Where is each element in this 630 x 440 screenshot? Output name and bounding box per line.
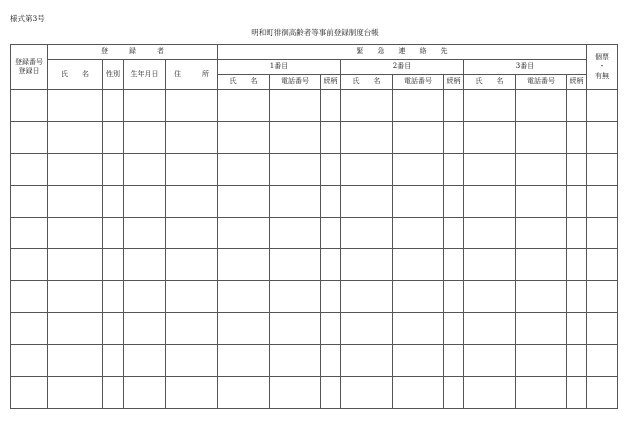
photo-cell — [587, 313, 618, 345]
reg-no-cell — [11, 377, 48, 409]
emergency-contact-header: 緊 急 連 絡 先 — [218, 45, 587, 60]
contact-1-phone-cell — [270, 281, 321, 313]
name-cell — [48, 249, 103, 281]
contact-1-name-cell — [218, 313, 270, 345]
contact-2-relation-cell — [444, 217, 464, 249]
contact-1-relation-cell — [321, 121, 341, 153]
table-row — [11, 377, 618, 409]
contact-2-name-cell — [341, 185, 393, 217]
address-cell — [166, 281, 218, 313]
contact-3-name-cell — [464, 121, 516, 153]
contact-1-name-cell — [218, 153, 270, 185]
contact-1-relation-cell — [321, 153, 341, 185]
contact-1-name-header: 氏 名 — [218, 75, 270, 90]
registrant-header: 登 録 者 — [48, 45, 218, 60]
contact-3-relation-cell — [567, 281, 587, 313]
contact-2-phone-cell — [393, 345, 444, 377]
birth-cell — [124, 345, 166, 377]
contact-1-header: 1番目 — [218, 60, 341, 75]
birth-header: 生年月日 — [124, 60, 166, 90]
photo-cell — [587, 90, 618, 122]
contact-3-phone-cell — [516, 281, 567, 313]
contact-3-relation-header: 続柄 — [567, 75, 587, 90]
contact-2-name-cell — [341, 249, 393, 281]
photo-label-bottom: 有無 — [595, 71, 610, 80]
contact-2-relation-cell — [444, 153, 464, 185]
table-row — [11, 217, 618, 249]
contact-1-name-cell — [218, 90, 270, 122]
contact-1-relation-cell — [321, 281, 341, 313]
contact-2-name-cell — [341, 377, 393, 409]
contact-1-phone-cell — [270, 249, 321, 281]
contact-3-phone-cell — [516, 313, 567, 345]
address-cell — [166, 313, 218, 345]
sex-header: 性別 — [103, 60, 124, 90]
contact-3-relation-cell — [567, 153, 587, 185]
contact-3-phone-cell — [516, 90, 567, 122]
table-row — [11, 121, 618, 153]
contact-1-relation-cell — [321, 249, 341, 281]
name-cell — [48, 153, 103, 185]
sex-cell — [103, 153, 124, 185]
address-header: 住 所 — [166, 60, 218, 90]
contact-2-phone-cell — [393, 121, 444, 153]
contact-2-phone-cell — [393, 90, 444, 122]
birth-cell — [124, 121, 166, 153]
photo-cell — [587, 121, 618, 153]
contact-2-phone-cell — [393, 185, 444, 217]
contact-1-relation-cell — [321, 377, 341, 409]
contact-2-relation-cell — [444, 185, 464, 217]
contact-3-name-cell — [464, 249, 516, 281]
contact-3-name-cell — [464, 377, 516, 409]
contact-2-name-cell — [341, 281, 393, 313]
reg-no-cell — [11, 185, 48, 217]
contact-3-name-cell — [464, 281, 516, 313]
table-row — [11, 281, 618, 313]
birth-cell — [124, 313, 166, 345]
reg-no-cell — [11, 249, 48, 281]
contact-2-phone-cell — [393, 249, 444, 281]
contact-3-header: 3番目 — [464, 60, 587, 75]
contact-1-phone-cell — [270, 377, 321, 409]
address-cell — [166, 185, 218, 217]
reg-no-cell — [11, 153, 48, 185]
contact-3-relation-cell — [567, 217, 587, 249]
sex-cell — [103, 90, 124, 122]
contact-2-phone-cell — [393, 153, 444, 185]
reg-no-cell — [11, 313, 48, 345]
contact-3-relation-cell — [567, 345, 587, 377]
contact-2-relation-header: 続柄 — [444, 75, 464, 90]
contact-2-name-cell — [341, 217, 393, 249]
reg-no-cell — [11, 90, 48, 122]
name-cell — [48, 121, 103, 153]
contact-2-relation-cell — [444, 281, 464, 313]
birth-cell — [124, 377, 166, 409]
reg-no-cell — [11, 121, 48, 153]
contact-2-header: 2番目 — [341, 60, 464, 75]
contact-3-name-cell — [464, 217, 516, 249]
registry-rows — [11, 90, 618, 409]
sex-cell — [103, 185, 124, 217]
photo-cell — [587, 185, 618, 217]
sex-cell — [103, 345, 124, 377]
registry-table — [10, 44, 618, 409]
photo-cell — [587, 345, 618, 377]
name-cell — [48, 185, 103, 217]
contact-3-relation-cell — [567, 121, 587, 153]
contact-3-name-cell — [464, 345, 516, 377]
contact-3-relation-cell — [567, 185, 587, 217]
table-row — [11, 313, 618, 345]
photo-cell — [587, 281, 618, 313]
contact-3-phone-cell — [516, 185, 567, 217]
reg-no-cell — [11, 345, 48, 377]
photo-cell — [587, 249, 618, 281]
contact-3-phone-header: 電話番号 — [516, 75, 567, 90]
contact-2-relation-cell — [444, 313, 464, 345]
address-cell — [166, 217, 218, 249]
contact-1-relation-cell — [321, 90, 341, 122]
birth-cell — [124, 249, 166, 281]
contact-2-phone-header: 電話番号 — [393, 75, 444, 90]
contact-2-relation-cell — [444, 249, 464, 281]
sex-cell — [103, 313, 124, 345]
name-cell — [48, 377, 103, 409]
address-cell — [166, 153, 218, 185]
contact-1-relation-header: 続柄 — [321, 75, 341, 90]
contact-2-name-cell — [341, 313, 393, 345]
name-cell — [48, 313, 103, 345]
contact-2-name-cell — [341, 90, 393, 122]
contact-2-relation-cell — [444, 121, 464, 153]
table-row — [11, 345, 618, 377]
address-cell — [166, 345, 218, 377]
contact-3-name-cell — [464, 90, 516, 122]
name-cell — [48, 90, 103, 122]
contact-2-name-cell — [341, 121, 393, 153]
contact-1-phone-cell — [270, 121, 321, 153]
photo-label-dot: ・ — [598, 62, 606, 71]
contact-1-phone-header: 電話番号 — [270, 75, 321, 90]
reg-no-label: 登録番号 — [15, 57, 43, 66]
contact-1-name-cell — [218, 249, 270, 281]
contact-2-phone-cell — [393, 281, 444, 313]
sex-cell — [103, 249, 124, 281]
reg-no-cell — [11, 281, 48, 313]
name-cell — [48, 281, 103, 313]
contact-1-name-cell — [218, 345, 270, 377]
sex-cell — [103, 121, 124, 153]
name-header: 氏 名 — [48, 60, 103, 90]
contact-3-relation-cell — [567, 90, 587, 122]
photo-cell — [587, 217, 618, 249]
contact-2-name-header: 氏 名 — [341, 75, 393, 90]
contact-1-phone-cell — [270, 185, 321, 217]
contact-3-phone-cell — [516, 153, 567, 185]
birth-cell — [124, 217, 166, 249]
contact-1-phone-cell — [270, 217, 321, 249]
photo-cell — [587, 377, 618, 409]
sex-cell — [103, 281, 124, 313]
table-row — [11, 90, 618, 122]
contact-1-name-cell — [218, 185, 270, 217]
contact-3-relation-cell — [567, 249, 587, 281]
photo-header — [587, 45, 618, 90]
contact-1-phone-cell — [270, 313, 321, 345]
name-cell — [48, 217, 103, 249]
contact-3-name-header: 氏 名 — [464, 75, 516, 90]
address-cell — [166, 249, 218, 281]
contact-2-relation-cell — [444, 345, 464, 377]
contact-1-relation-cell — [321, 345, 341, 377]
birth-cell — [124, 281, 166, 313]
contact-2-name-cell — [341, 345, 393, 377]
contact-1-name-cell — [218, 377, 270, 409]
contact-2-phone-cell — [393, 377, 444, 409]
contact-2-phone-cell — [393, 217, 444, 249]
contact-1-relation-cell — [321, 313, 341, 345]
birth-cell — [124, 185, 166, 217]
contact-2-phone-cell — [393, 313, 444, 345]
address-cell — [166, 90, 218, 122]
reg-date-label: 登録日 — [18, 67, 40, 75]
form-number: 様式第3号 — [10, 14, 45, 23]
reg-no-header — [11, 45, 48, 90]
contact-3-phone-cell — [516, 345, 567, 377]
photo-cell — [587, 153, 618, 185]
contact-3-name-cell — [464, 313, 516, 345]
contact-1-relation-cell — [321, 185, 341, 217]
birth-cell — [124, 153, 166, 185]
table-row — [11, 185, 618, 217]
contact-3-phone-cell — [516, 121, 567, 153]
contact-1-phone-cell — [270, 153, 321, 185]
document-title: 明和町徘徊高齢者等事前登録制度台帳 — [251, 28, 379, 37]
reg-no-cell — [11, 217, 48, 249]
contact-3-phone-cell — [516, 217, 567, 249]
contact-3-relation-cell — [567, 377, 587, 409]
table-row — [11, 249, 618, 281]
contact-3-name-cell — [464, 185, 516, 217]
contact-1-name-cell — [218, 281, 270, 313]
name-cell — [48, 345, 103, 377]
birth-cell — [124, 90, 166, 122]
contact-3-relation-cell — [567, 313, 587, 345]
contact-1-relation-cell — [321, 217, 341, 249]
contact-2-relation-cell — [444, 377, 464, 409]
contact-1-phone-cell — [270, 90, 321, 122]
contact-2-name-cell — [341, 153, 393, 185]
contact-1-phone-cell — [270, 345, 321, 377]
contact-1-name-cell — [218, 121, 270, 153]
contact-3-phone-cell — [516, 249, 567, 281]
sex-cell — [103, 217, 124, 249]
table-row — [11, 153, 618, 185]
contact-2-relation-cell — [444, 90, 464, 122]
address-cell — [166, 377, 218, 409]
contact-1-name-cell — [218, 217, 270, 249]
contact-3-phone-cell — [516, 377, 567, 409]
photo-label-top: 個票 — [595, 52, 610, 61]
address-cell — [166, 121, 218, 153]
contact-3-name-cell — [464, 153, 516, 185]
sex-cell — [103, 377, 124, 409]
